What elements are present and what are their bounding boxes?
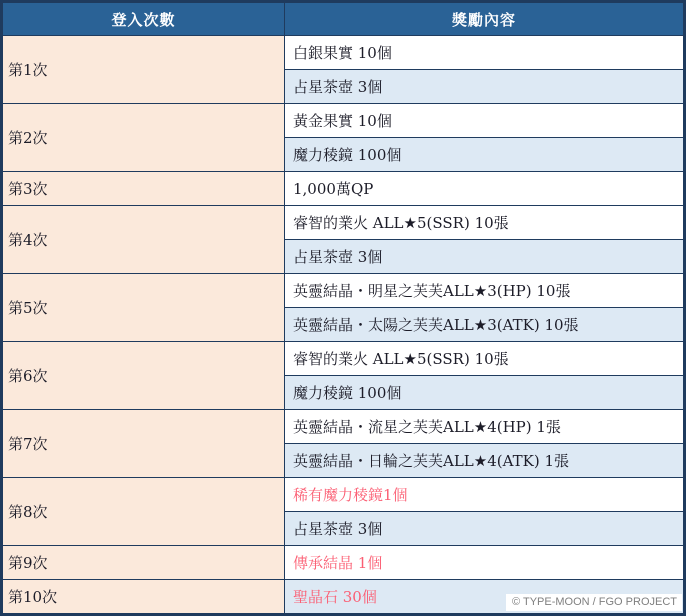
reward-cell: 睿智的業火 ALL★5(SSR) 10張	[285, 342, 685, 376]
reward-cell: 魔力稜鏡 100個	[285, 376, 685, 410]
reward-cell: 占星茶壺 3個	[285, 512, 685, 546]
reward-cell: 英靈結晶・流星之芙芙ALL★4(HP) 1張	[285, 410, 685, 444]
reward-cell-highlighted	[285, 580, 685, 615]
reward-cell: 白銀果實 10個	[285, 36, 685, 70]
login-count-cell-3: 第3次	[2, 172, 285, 206]
login-count-cell-1: 第1次	[2, 36, 285, 104]
reward-cell: 英靈結晶・明星之芙芙ALL★3(HP) 10張	[285, 274, 685, 308]
login-count-cell-8: 第8次	[2, 478, 285, 546]
reward-cell: 英靈結晶・太陽之芙芙ALL★3(ATK) 10張	[285, 308, 685, 342]
login-count-cell-6: 第6次	[2, 342, 285, 410]
reward-cell: 黃金果實 10個	[285, 104, 685, 138]
table-row	[2, 580, 685, 615]
table-row	[2, 546, 685, 580]
reward-cell-highlighted: 傳承結晶 1個	[285, 546, 685, 580]
login-count-cell-2: 第2次	[2, 104, 285, 172]
login-count-cell-10: 第10次	[2, 580, 285, 615]
login-count-cell-7: 第7次	[2, 410, 285, 478]
table-row	[2, 206, 685, 240]
header-row	[2, 2, 685, 36]
table-row	[2, 172, 685, 206]
reward-cell: 1,000萬QP	[285, 172, 685, 206]
reward-cell: 占星茶壺 3個	[285, 70, 685, 104]
table-row	[2, 478, 685, 512]
reward-cell: 睿智的業火 ALL★5(SSR) 10張	[285, 206, 685, 240]
login-count-cell-4: 第4次	[2, 206, 285, 274]
copyright-notice: © TYPE-MOON / FGO PROJECT	[506, 594, 682, 611]
header-reward-content: 獎勵內容	[285, 2, 685, 36]
table-row	[2, 274, 685, 308]
login-count-cell-5: 第5次	[2, 274, 285, 342]
reward-text: 聖晶石 30個	[293, 588, 377, 606]
header-login-count: 登入次數	[2, 2, 285, 36]
reward-cell: 占星茶壺 3個	[285, 240, 685, 274]
table-row	[2, 342, 685, 376]
reward-cell-highlighted: 稀有魔力稜鏡1個	[285, 478, 685, 512]
table-row	[2, 104, 685, 138]
table-row	[2, 410, 685, 444]
login-count-cell-9: 第9次	[2, 546, 285, 580]
reward-cell: 英靈結晶・日輪之芙芙ALL★4(ATK) 1張	[285, 444, 685, 478]
table-row	[2, 36, 685, 70]
reward-cell: 魔力稜鏡 100個	[285, 138, 685, 172]
